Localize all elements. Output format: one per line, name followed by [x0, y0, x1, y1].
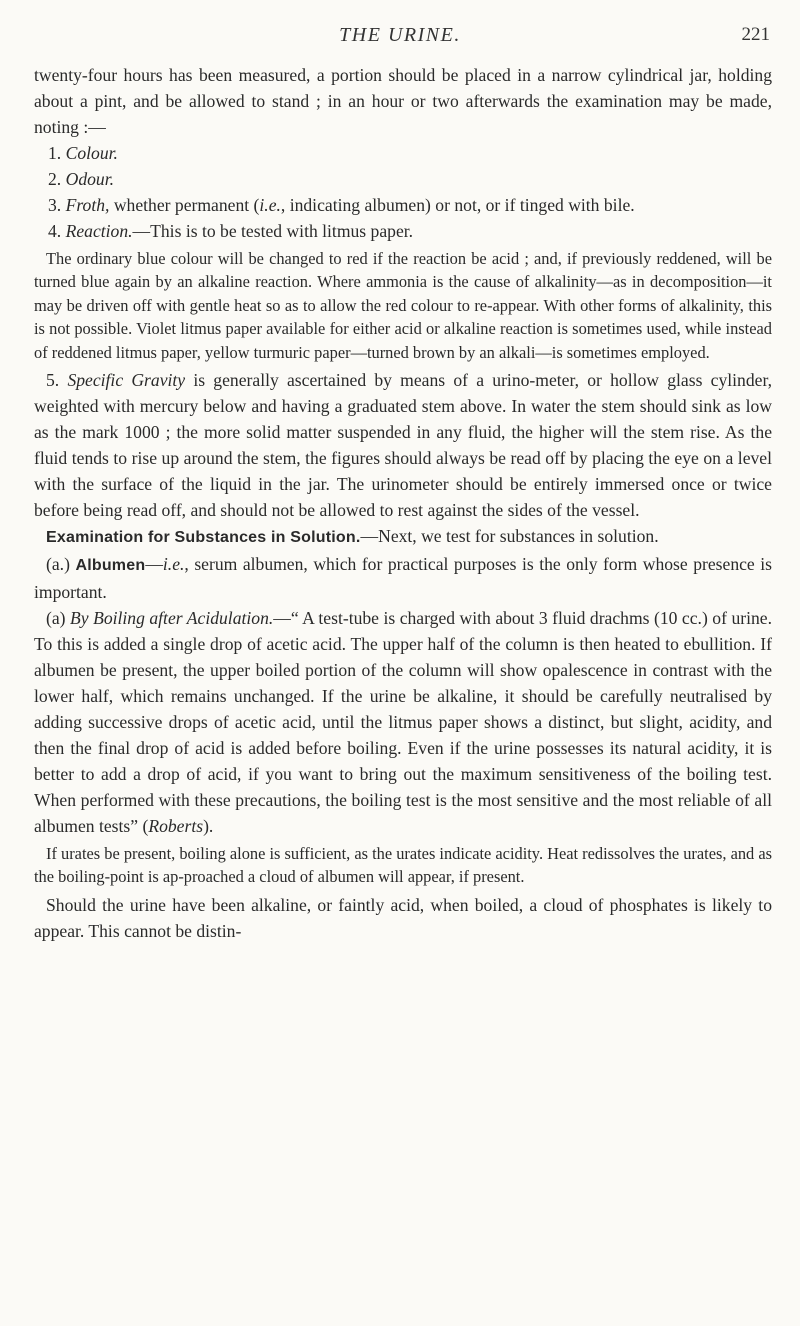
albumen-ie: i.e.: [162, 554, 185, 575]
boiling-label: (a): [46, 608, 66, 629]
albumen-text: , serum albumen, which for practical purposes is the only form whose presence is important.: [34, 554, 772, 603]
alkaline-paragraph: Should the urine have been alkaline, or faintly acid, when boiled, a cloud of phosphates is likely to appear. This cannot be distin-: [34, 894, 772, 941]
list-text: —This is to be tested with litmus paper.: [132, 221, 414, 241]
list-item-reaction: [34, 218, 772, 244]
large-print-section: [34, 62, 772, 244]
list-title: Odour.: [65, 169, 115, 189]
boiling-title: By Boiling after Acidulation.: [70, 608, 274, 629]
list-title: Froth,: [65, 195, 110, 215]
examination-paragraph: [34, 523, 772, 551]
running-title: THE URINE.: [339, 24, 461, 46]
list-text: , indicating albumen) or not, or if tinged with bile.: [280, 195, 635, 215]
list-number: 2.: [48, 169, 62, 189]
examination-text: —Next, we test for substances in solution.: [360, 526, 659, 547]
page-body: [34, 62, 772, 944]
list-number: 3.: [48, 195, 62, 215]
specific-gravity-text: is generally ascertained by means of a urino-meter, or hollow glass cylinder, weighted with mercury below and having a graduated stem above. In water the stem should sink as low as the mark 1000 ; the more solid matter suspended in any fluid, the higher will the stem rise. As the fluid tends to rise up around the stem, the figures should always be read off by placing the eye on a level with the surface of the liquid in the jar. The urinometer should be entirely immersed once or twice before being read off, and should not be allowed to rest against the sides of the vessel.: [34, 370, 773, 521]
boiling-paragraph: [34, 605, 772, 839]
albumen-dash: —: [145, 554, 163, 575]
albumen-heading: Albumen: [75, 557, 146, 575]
reaction-paragraph: The ordinary blue colour will be changed to red if the reaction be acid ; and, if previously reddened, will be turned blue again by an alkaline reaction. Where ammonia is the cause of alkalinity—as in decomposition—it may be driven off with gentle heat so as to allow the red colour to re-appear. With other forms of alkalinity, this is not possible. Violet litmus paper available for either acid or alkaline reaction is sometimes used, while instead of reddened litmus paper, yellow turmuric paper—turned brown by an alkali—is sometimes employed.: [34, 249, 772, 362]
boiling-close: ).: [203, 816, 214, 837]
list-item-colour: [34, 140, 772, 166]
boiling-text: —“ A test-tube is charged with about 3 fluid drachms (10 cc.) of urine. To this is added a single drop of acetic acid. The upper half of the column is then heated to ebullition. If albumen be present, the upper boiled portion of the column will show opalescence in contrast with the lower half, which remains unchanged. If the urine be alkaline, it should be carefully neutralised by adding successive drops of acetic acid, until the litmus paper shows a distinct, but slight, acidity, and then the final drop of acid is added before boiling. Even if the urine possesses its natural acidity, it is better to add a drop of acid, if you want to bring out the maximum sensitiveness of the boiling test. When performed with these precautions, the boiling test is the most sensitive and the most reliable of all albumen tests” (: [34, 608, 772, 837]
list-text: whether permanent (: [109, 195, 260, 215]
small-print-section-2: [34, 842, 772, 889]
specific-gravity-title: Specific Gravity: [67, 370, 186, 391]
list-number: 4.: [48, 221, 62, 241]
list-item-odour: [34, 166, 772, 192]
urates-paragraph: If urates be present, boiling alone is sufficient, as the urates indicate acidity. Heat redissolves the urates, and as the boiling-point is ap-proached a cloud of albumen will appear, if present.: [34, 844, 772, 887]
examination-heading: Examination for Substances in Solution.: [46, 529, 361, 547]
albumen-paragraph: [34, 551, 772, 605]
specific-gravity-paragraph: [34, 367, 772, 523]
list-item-froth: [34, 192, 772, 218]
large-print-section-3: [34, 892, 772, 944]
list-number: 1.: [48, 143, 62, 163]
list-title: Reaction.: [65, 221, 133, 241]
list-text-italic: i.e.: [259, 195, 281, 215]
intro-paragraph: twenty-four hours has been measured, a portion should be placed in a narrow cylindrical jar, holding about a pint, and be allowed to stand ; in an hour or two afterwards the examination may be made, noting :—: [34, 65, 772, 137]
list-number: 5.: [46, 370, 60, 391]
page-header: [0, 24, 800, 54]
small-print-section: [34, 247, 772, 364]
list-title: Colour.: [65, 143, 118, 163]
boiling-citation: Roberts: [148, 816, 204, 837]
albumen-label: (a.): [46, 554, 70, 575]
page-number: 221: [741, 24, 770, 45]
large-print-section-2: [34, 367, 772, 839]
